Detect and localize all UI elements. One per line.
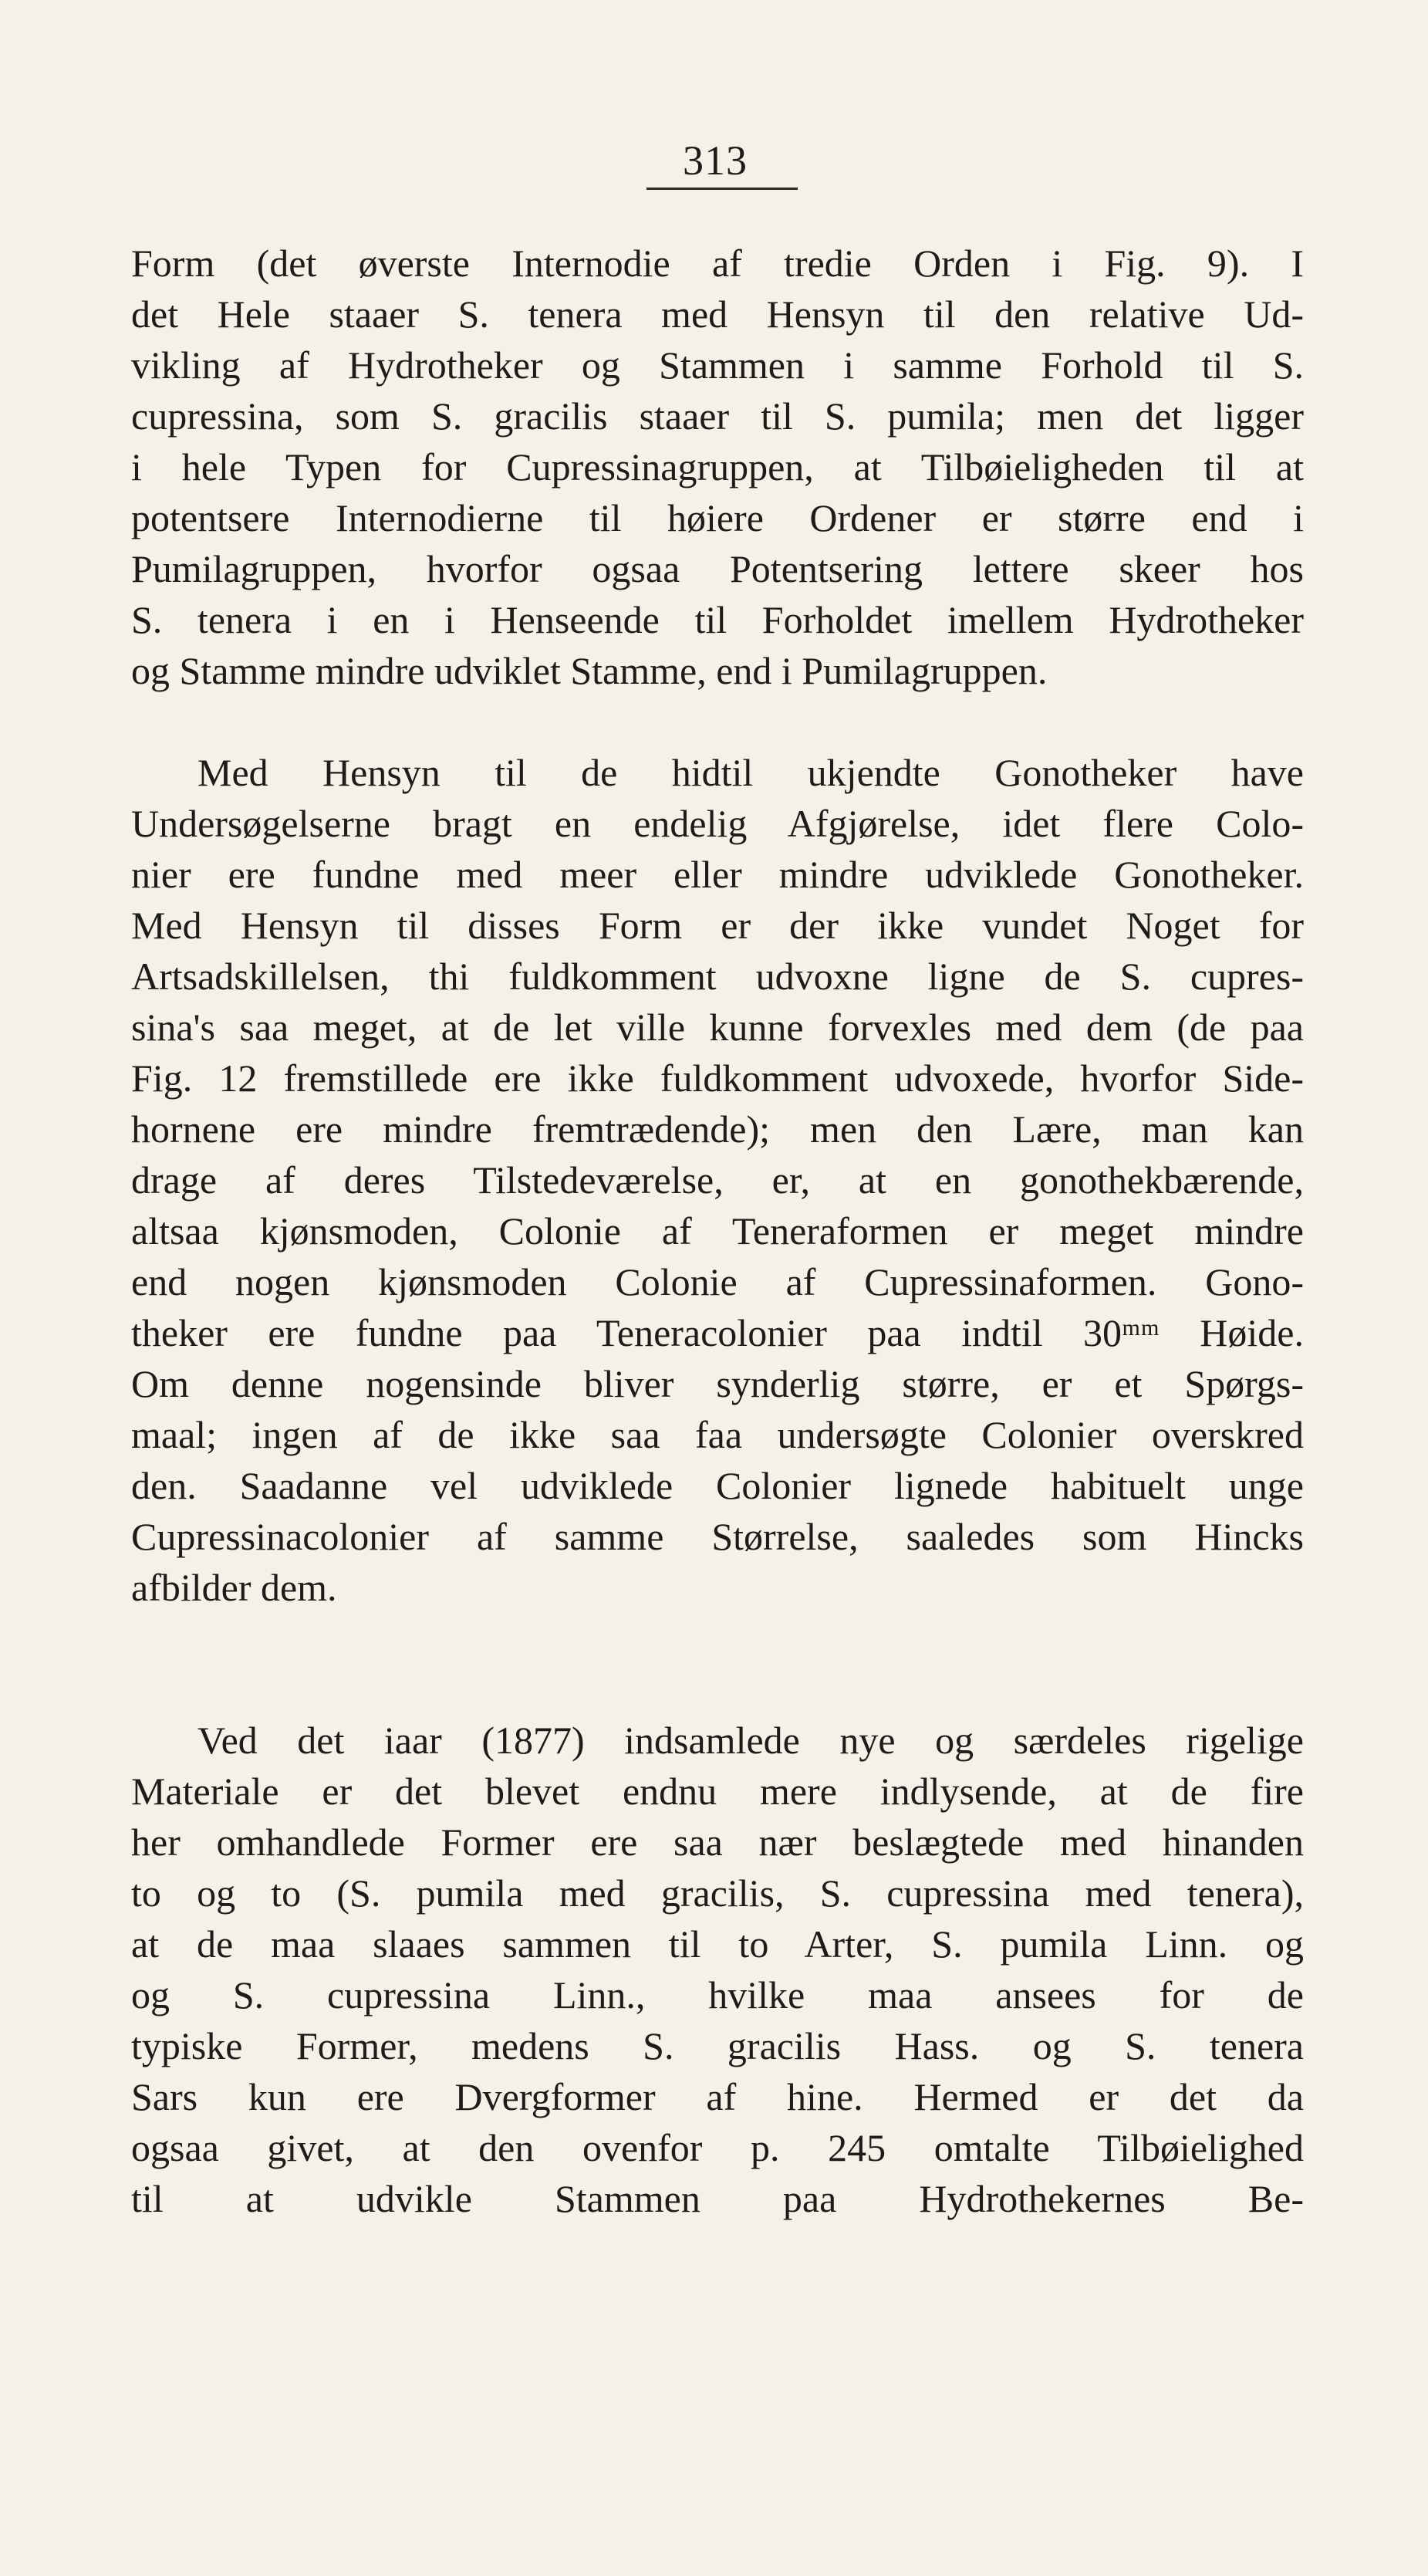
text-line: Ved det iaar (1877) indsamlede nye og særdeles rigelige [197, 1719, 1304, 1762]
page-number-underline [646, 188, 798, 190]
text-line: og S. cupressina Linn., hvilke maa ansees for de [131, 1973, 1304, 2017]
text-line: typiske Former, medens S. gracilis Hass. og S. tenera [131, 2024, 1304, 2067]
text-line: afbilder dem. [131, 1566, 337, 1609]
text-line: Pumilagruppen, hvorfor ogsaa Potentsering lettere skeer hos [131, 547, 1304, 590]
paragraph-3 [131, 1715, 1304, 2224]
text-line: sina's saa meget, at de let ville kunne forvexles med dem (de paa [131, 1006, 1304, 1049]
paragraph-1 [131, 238, 1304, 696]
text-line: Om denne nogensinde bliver synderlig større, er et Spørgs- [131, 1362, 1304, 1405]
text-line: S. tenera i en i Henseende til Forholdet imellem Hydrotheker [131, 598, 1304, 641]
text-line: her omhandlede Former ere saa nær beslægtede med hinanden [131, 1820, 1304, 1864]
text-line: vikling af Hydrotheker og Stammen i samme Forhold til S. [131, 343, 1304, 387]
text-line: potentsere Internodierne til høiere Ordener er større end i [131, 496, 1304, 539]
text-line: Materiale er det blevet endnu mere indlysende, at de fire [131, 1770, 1304, 1813]
text-line: til at udvikle Stammen paa Hydrothekernes Be- [131, 2177, 1304, 2220]
text-line: Cupressinacolonier af samme Størrelse, saaledes som Hincks [131, 1515, 1304, 1558]
text-line: den. Saadanne vel udviklede Colonier lignede habituelt unge [131, 1464, 1304, 1507]
text-line: at de maa slaaes sammen til to Arter, S. pumila Linn. og [131, 1922, 1304, 1966]
text-line: Artsadskillelsen, thi fuldkomment udvoxne ligne de S. cupres- [131, 955, 1304, 998]
page-number: 313 [683, 137, 748, 184]
text-line: drage af deres Tilstedeværelse, er, at en gonothekbærende, [131, 1158, 1304, 1202]
text-line: Med Hensyn til disses Form er der ikke vundet Noget for [131, 904, 1304, 947]
text-line: det Hele staaer S. tenera med Hensyn til den relative Ud- [131, 292, 1304, 336]
text-line: cupressina, som S. gracilis staaer til S. pumila; men det ligger [131, 394, 1304, 438]
text-line: og Stamme mindre udviklet Stamme, end i Pumilagruppen. [131, 649, 1048, 692]
text-line: Form (det øverste Internodie af tredie Orden i Fig. 9). I [131, 242, 1304, 285]
text-line: hornene ere mindre fremtrædende); men den Lære, man kan [131, 1107, 1304, 1151]
text-line: Sars kun ere Dvergformer af hine. Hermed er det da [131, 2075, 1304, 2118]
text-line: Med Hensyn til de hidtil ukjendte Gonotheker have [197, 751, 1304, 794]
text-line: to og to (S. pumila med gracilis, S. cupressina med tenera), [131, 1871, 1304, 1915]
paragraph-2 [131, 747, 1304, 1613]
text-line: altsaa kjønsmoden, Colonie af Teneraformen er meget mindre [131, 1209, 1304, 1253]
text-line: end nogen kjønsmoden Colonie af Cupressinaformen. Gono- [131, 1260, 1304, 1303]
text-line: Undersøgelserne bragt en endelig Afgjørelse, idet flere Colo- [131, 802, 1304, 845]
text-line: maal; ingen af de ikke saa faa undersøgte Colonier overskred [131, 1413, 1304, 1456]
text-line: theker ere fundne paa Teneracolonier paa indtil 30ᵐᵐ Høide. [131, 1311, 1304, 1354]
text-line: Fig. 12 fremstillede ere ikke fuldkomment udvoxede, hvorfor Side- [131, 1056, 1304, 1100]
text-line: nier ere fundne med meer eller mindre udviklede Gonotheker. [131, 853, 1304, 896]
text-line: ogsaa givet, at den ovenfor p. 245 omtalte Tilbøielighed [131, 2126, 1304, 2169]
text-line: i hele Typen for Cupressinagruppen, at Tilbøieligheden til at [131, 445, 1304, 488]
